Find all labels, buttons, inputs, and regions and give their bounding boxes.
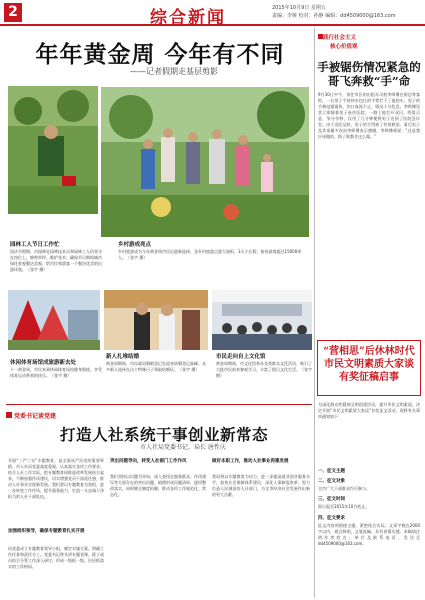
party-article-col3: 我局将以专题教育为动力，进一步提高就业创业服务水平，加快社会保障体系建设，深化人事制度改革，努力打造人民满意的人社部门，为全市经济社会发展作出新的更大贡献。 xyxy=(212,474,310,497)
party-col1-heading: 加强组织领导，确保专题教育扎实开展 xyxy=(8,529,85,534)
notice-sub-4: 四、征文要求 xyxy=(318,516,345,521)
photo3-caption: 十一黄金周，市民来到休闲体育场馆健身锻炼，享受体育运动带来的快乐。（张宇 摄） xyxy=(10,367,102,378)
notice-body-2: 全市广大干部群众均可参与。 xyxy=(318,486,370,491)
lead-headline: 年年黄金周 今年有不同 xyxy=(35,41,285,68)
photo-garden-workers xyxy=(8,86,98,214)
photo-newlyweds xyxy=(104,290,208,350)
section-title: 综合新闻 xyxy=(150,8,226,28)
lead-subtitle: ——记者假期走基层剪影 xyxy=(130,67,218,76)
notice-sub-2: 二、征文对象 xyxy=(318,479,345,484)
party-col3-heading: 做好本职工作，推动人社事业再建发展 xyxy=(212,459,289,464)
photo2-title: 乡村游成亮点 xyxy=(118,242,152,248)
notice-sub-3: 三、征文时间 xyxy=(318,497,345,502)
photo1-title: 园林工人节日工作忙 xyxy=(10,242,60,248)
party-col2-heading: 突出问题导向，转变人社部门工作作风 xyxy=(110,459,187,464)
notice-body-4: 征文内容须围绕主题，紧密结合实际，文章字数在2000字以内，观点鲜明，文笔流畅，具有真情实感。来稿请注明作者姓名、单位及联系电话，发送至dd4509000@163.com。 xyxy=(318,523,420,546)
photo5-caption: 黄金周期间，市文化馆举办各类群众文化活动，吸引了大批市民前来参观学习，丰富了假日文化生活。（张宇 摄） xyxy=(216,361,312,378)
essay-notice-title: “营相思”后休林时代市民文明素质大家谈有奖征稿启事 xyxy=(323,346,415,383)
right-kicker-2: 核心价值观 xyxy=(330,44,358,50)
header-meta xyxy=(272,4,396,20)
editor-info: 责编：李娅 校对：孙静 编辑：dd4509000@163.com xyxy=(272,13,396,19)
page-number: 2 xyxy=(4,3,22,22)
notice-body-3: 即日起至2015年10月底止。 xyxy=(318,504,370,509)
section-rule xyxy=(6,404,312,405)
notice-sub-1: 一、征文主题 xyxy=(318,469,345,474)
party-kicker: 党委书记谈党建 xyxy=(14,413,57,420)
party-kicker-bullet xyxy=(6,412,12,418)
right-kicker: 践行社会主义 xyxy=(323,35,357,41)
photo4-caption: 黄金周期间，市民政局婚姻登记处迎来结婚登记高峰，众多新人选择在这个特殊日子领取结婚证。（张宇 摄） xyxy=(106,361,206,372)
right-headline: 手被锯伤情况紧急的哥飞奔救“手”命 xyxy=(317,60,421,88)
photo-cultural-center xyxy=(212,290,312,350)
right-article-body: 9月30日中午，家住市区的出租车司机李师傅在街边等客时，一名男子手持纱布包扎的手掌拦下了他的车，男子的手被电锯锯伤，伤口血流不止，情况十分危急。李师傅见状立即载着男子赶往医院，一路上他打开双闪，鸣笛示意，争分夺秒，仅用了几分钟便将男子送到了医院急诊室。由于送医及时，男子的手得到了有效救治。事后男子及其家属多次向李师傅表示感谢，李师傅却说：“这是我应该做的，换了谁都会这么做。” xyxy=(318,92,420,139)
essay-notice-intro: 为深化群众性精神文明创建活动，提升市民文明素质，决定开展“市民文明素质大家谈”有奖征文活动。现将有关事项通知如下： xyxy=(318,402,420,419)
photo4-title: 新人扎堆结婚 xyxy=(106,354,140,360)
party-article-col2: 我们坚持以问题为导向，深入查找在服务群众、作风建设等方面存在的突出问题，梳理形成问题清单，逐项整改落实。同时健全制度机制，推动各项工作规范化、常态化。 xyxy=(110,474,206,497)
photo2-caption: 乡村旅游成为今年黄金周市民出游新选择，各乡村旅游点游人如织，3天小长假，接待游客超过15000余人。（张宇 摄） xyxy=(118,249,302,260)
party-article-byline: 市人社局党委书记、局长 唐性庆 xyxy=(140,444,226,451)
photo1-caption: 国庆节假期，市园林处园林技术员和园林工人仍坚守在岗位上，修剪草坪、维护花木，确保节日期间城市绿化景观整洁美观，给市民和游客一个整洁优美的出游环境。（张宇 摄） xyxy=(10,249,102,272)
photo-rural-tourism xyxy=(101,87,309,237)
photo3-title: 休闲体育场馆成旅游新去处 xyxy=(10,360,77,366)
party-article-col1: 开展“三严三实”专题教育，是全面从严治党的重要举措。市人社局党委高度重视，认真落实各项工作要求，结合人社工作实际，把专题教育同推进改革发展结合起来，不断加强作风建设，切实增强党员干部责任感，推动人社事业实现新发展。我们要以专题教育为契机，进一步转变工作作风，提升服务能力，打造一支忠诚干净担当的人社干部队伍。 xyxy=(8,458,104,499)
column-divider xyxy=(314,28,315,598)
page-header xyxy=(0,0,425,26)
photo5-title: 市民走向自上文化馆 xyxy=(216,354,266,360)
party-article-headline: 打造人社系统干事创业新常态 xyxy=(60,425,269,444)
issue-date: 2015年10月9日 星期五 xyxy=(272,5,326,11)
party-article-col1b: 局党委成立专题教育领导小组，制定实施方案，明确工作任务和责任分工。党委书记带头讲专题党课，班子成员结合分管工作深入研讨，形成一级抓一级、层层抓落实的工作格局。 xyxy=(8,546,104,569)
photo-sports-venue xyxy=(8,290,100,350)
